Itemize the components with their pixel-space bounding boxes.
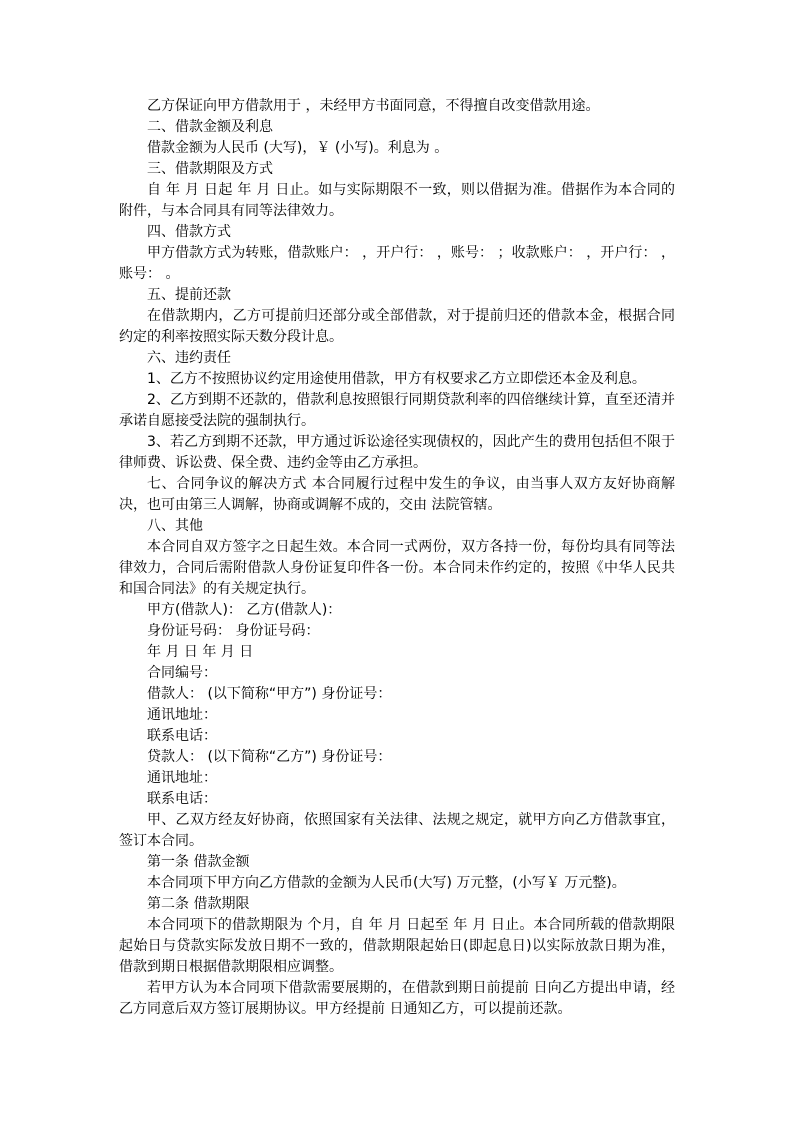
- article-1-clause: 本合同项下甲方向乙方借款的金额为人民币(大写) 万元整，(小写￥ 万元整)。: [147, 875, 626, 891]
- article-2-heading: 第二条 借款期限: [147, 896, 250, 912]
- extension-clause: 若甲方认为本合同项下借款需要展期的，在借款到期日前提前 日向乙方提出申请，经乙方同意后双方签订展期协议。甲方经提前 日通知乙方，可以提前还款。: [119, 980, 675, 1017]
- borrower-line: 借款人： (以下简称“甲方”) 身份证号：: [147, 686, 392, 702]
- contract-document: [119, 96, 675, 1020]
- lender-address: 通讯地址：: [147, 770, 217, 786]
- lender-line: 贷款人： (以下简称“乙方”) 身份证号：: [147, 749, 392, 765]
- amount-interest-clause: 借款金额为人民币 (大写)，￥ (小写)。利息为 。: [147, 140, 449, 156]
- borrower-address: 通讯地址：: [147, 707, 217, 723]
- section-heading-other: 八、其他: [147, 518, 203, 534]
- preamble: 甲、乙双方经友好协商，依照国家有关法律、法规之规定，就甲方向乙方借款事宜，签订本合同。: [119, 812, 675, 849]
- article-1-heading: 第一条 借款金额: [147, 854, 250, 870]
- signature-parties: 甲方(借款人)： 乙方(借款人)：: [147, 602, 342, 618]
- purpose-clause: 乙方保证向甲方借款用于 ，未经甲方书面同意，不得擅自改变借款用途。: [147, 98, 600, 114]
- section-heading-amount-interest: 二、借款金额及利息: [147, 119, 273, 135]
- section-heading-early-repayment: 五、提前还款: [147, 287, 231, 303]
- contract-number: 合同编号：: [147, 665, 217, 681]
- section-heading-liability: 六、违约责任: [147, 350, 231, 366]
- liability-item-1: 1、乙方不按照协议约定用途使用借款，甲方有权要求乙方立即偿还本金及利息。: [147, 371, 646, 387]
- signature-id-numbers: 身份证号码： 身份证号码：: [147, 623, 320, 639]
- liability-item-2: 2、乙方到期不还款的，借款利息按照银行同期贷款利率的四倍继续计算，直至还清并承诺自愿接受法院的强制执行。: [119, 392, 675, 429]
- loan-method-clause: 甲方借款方式为转账，借款账户： ，开户行： ，账号： ；收款账户： ，开户行： ，账号： 。: [119, 245, 675, 282]
- borrower-phone: 联系电话：: [147, 728, 217, 744]
- term-clause: 自 年 月 日起 年 月 日止。如与实际期限不一致，则以借据为准。借据作为本合同的附件，与本合同具有同等法律效力。: [119, 182, 675, 219]
- early-repayment-clause: 在借款期内，乙方可提前归还部分或全部借款，对于提前归还的借款本金，根据合同约定的利率按照实际天数分段计息。: [119, 308, 675, 345]
- dispute-resolution-clause: 七、合同争议的解决方式 本合同履行过程中发生的争议，由当事人双方友好协商解决，也可由第三人调解，协商或调解不成的，交由 法院管辖。: [119, 476, 675, 513]
- article-2-clause: 本合同项下的借款期限为 个月，自 年 月 日起至 年 月 日止。本合同所载的借款期限起始日与贷款实际发放日期不一致的，借款期限起始日(即起息日)以实际放款日期为准，借款到期日根据借款期限相应调整。: [119, 917, 675, 975]
- liability-item-3: 3、若乙方到期不还款，甲方通过诉讼途径实现债权的，因此产生的费用包括但不限于律师费、诉讼费、保全费、违约金等由乙方承担。: [119, 434, 675, 471]
- signature-dates: 年 月 日 年 月 日: [147, 644, 254, 660]
- section-heading-loan-method: 四、借款方式: [147, 224, 231, 240]
- section-heading-term-method: 三、借款期限及方式: [147, 161, 273, 177]
- other-clause: 本合同自双方签字之日起生效。本合同一式两份，双方各持一份，每份均具有同等法律效力，合同后需附借款人身份证复印件各一份。本合同未作约定的，按照《中华人民共和国合同法》的有关规定执行。: [119, 539, 675, 597]
- lender-phone: 联系电话：: [147, 791, 217, 807]
